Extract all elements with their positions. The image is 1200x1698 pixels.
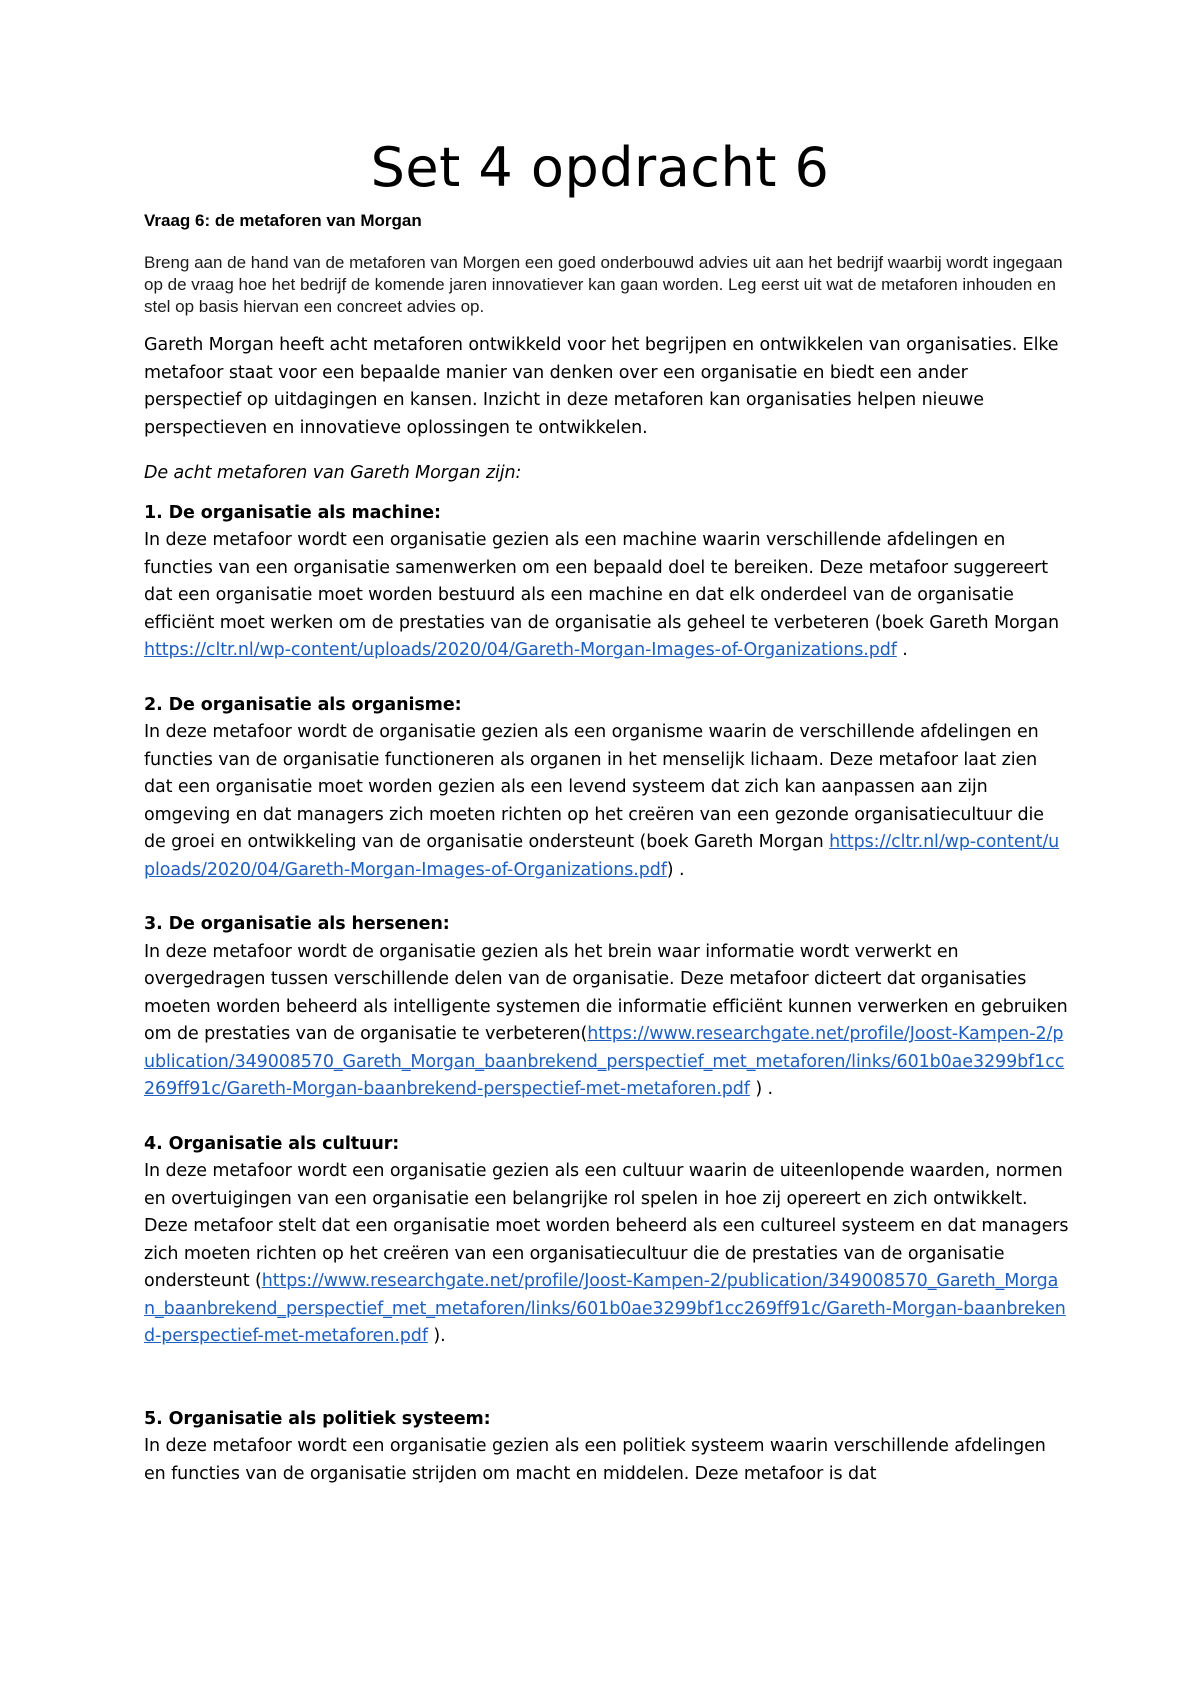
question-text: Breng aan de hand van de metaforen van Morgen een goed onderbouwd advies uit aan het bedrijf waarbij wordt ingegaan op de vraag hoe het bedrijf de komende jaren innovatiever kan gaan worden. Leg eerst uit wat de metaforen inhouden en stel op basis hiervan een concreet advies op. xyxy=(144,253,1063,316)
reference-link[interactable]: https://www.researchgate.net/profile/Joost-Kampen-2/publication/349008570_Gareth_Morgan_baanbrekend_perspectief_met_metaforen/links/601b0ae3299bf1cc269ff91c/Gareth-Morgan-baanbrekend-perspectief-met-metaforen.pdf xyxy=(144,1024,1065,1099)
reference-link[interactable]: https://www.researchgate.net/profile/Joost-Kampen-2/publication/349008570_Gareth_Morgan_baanbrekend_perspectief_met_metaforen/links/601b0ae3299bf1cc269ff91c/Gareth-Morgan-baanbrekend-perspectief-met-metaforen.pdf xyxy=(144,1271,1066,1346)
section-text: In deze metafoor wordt een organisatie gezien als een machine waarin verschillende afdelingen en functies van een organisatie samenwerken om een bepaald doel te bereiken. Deze metafoor suggereert dat een organisatie moet worden bestuurd als een machine en dat elk onderdeel van de organisatie efficiënt moet werken om de prestaties van de organisatie als geheel te verbeteren (boek Gareth Morgan xyxy=(144,530,1059,633)
section-text: In deze metafoor wordt een organisatie gezien als een politiek systeem waarin verschillende afdelingen en functies van de organisatie strijden om macht en middelen. Deze metafoor is dat xyxy=(144,1436,1046,1484)
section-heading: 2. De organisatie als organisme: xyxy=(144,694,462,715)
section-heading: 5. Organisatie als politiek systeem: xyxy=(144,1408,491,1429)
section-culture xyxy=(144,1131,1069,1351)
section-organism xyxy=(144,692,1069,885)
section-political-system xyxy=(144,1406,1069,1489)
reference-link[interactable]: https://cltr.nl/wp-content/uploads/2020/04/Gareth-Morgan-Images-of-Organizations.pdf xyxy=(144,832,1060,880)
intro-paragraph: Gareth Morgan heeft acht metaforen ontwikkeld voor het begrijpen en ontwikkelen van organisaties. Elke metafoor staat voor een bepaalde manier van denken over een organisatie en biedt een ander perspectief op uitdagingen en kansen. Inzicht in deze metaforen kan organisaties helpen nieuwe perspectieven en innovatieve oplossingen te ontwikkelen. xyxy=(144,335,1059,438)
section-text: In deze metafoor wordt de organisatie gezien als een organisme waarin de verschillende afdelingen en functies van de organisatie functioneren als organen in het menselijk lichaam. Deze metafoor laat zien dat een organisatie moet worden gezien als een levend systeem dat zich kan aanpassen aan zijn omgeving en dat managers zich moeten richten op het creëren van een gezonde organisatiecultuur die de groei en ontwikkeling van de organisatie ondersteunt (boek Gareth Morgan xyxy=(144,722,1044,852)
section-brain xyxy=(144,911,1069,1104)
section-after: ) . xyxy=(749,1079,773,1099)
question-heading: Vraag 6: de metaforen van Morgan xyxy=(144,211,422,230)
section-heading: 1. De organisatie als machine: xyxy=(144,502,441,523)
reference-link[interactable]: https://cltr.nl/wp-content/uploads/2020/04/Gareth-Morgan-Images-of-Organizations.pdf xyxy=(144,640,897,660)
section-heading: 3. De organisatie als hersenen: xyxy=(144,914,450,934)
section-after: . xyxy=(896,640,908,660)
list-intro: De acht metaforen van Gareth Morgan zijn: xyxy=(144,463,522,483)
section-machine xyxy=(144,500,1069,665)
section-text: In deze metafoor wordt de organisatie gezien als het brein waar informatie wordt verwerkt en overgedragen tussen verschillende delen van de organisatie. Deze metafoor dicteert dat organisaties moeten worden beheerd als intelligente systemen die informatie efficiënt kunnen verwerken en gebruiken om de prestaties van de organisatie te verbeteren( xyxy=(144,941,1068,1044)
section-after: ). xyxy=(427,1326,446,1346)
document-title: Set 4 opdracht 6 xyxy=(370,136,830,199)
document-body xyxy=(144,210,1069,1515)
section-text: In deze metafoor wordt een organisatie gezien als een cultuur waarin de uiteenlopende waarden, normen en overtuigingen van een organisatie een belangrijke rol spelen in hoe zij opereert en zich ontwikkelt. Deze metafoor stelt dat een organisatie moet worden beheerd als een cultureel systeem en dat managers zich moeten richten op het creëren van een organisatiecultuur die de prestaties van de organisatie ondersteunt ( xyxy=(144,1161,1069,1291)
section-heading: 4. Organisatie als cultuur: xyxy=(144,1133,400,1154)
section-after: ) . xyxy=(666,859,685,880)
